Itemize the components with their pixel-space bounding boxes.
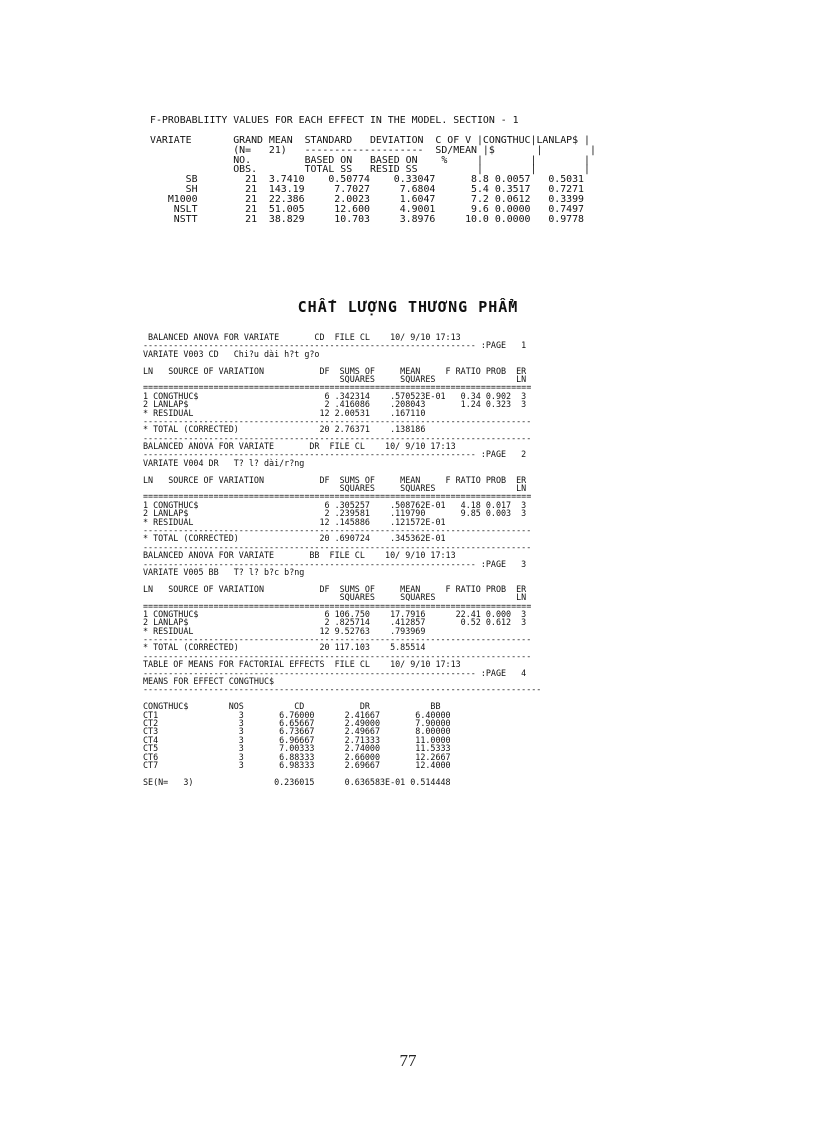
f-probability-line: NSTT 21 38.829 10.703 3.8976 10.0 0.0000 0.9778 [150, 213, 585, 225]
anova-line: CT1 3 6.76000 2.41667 6.40000 [143, 709, 451, 720]
anova-line: SE(N= 3) 0.236015 0.636583E-01 0.514448 [143, 776, 451, 787]
f-probability-line: SH 21 143.19 7.7027 7.6804 5.4 0.3517 0.7271 [150, 184, 585, 196]
anova-line: ============================================================================= [143, 382, 532, 393]
anova-line: CT2 3 6.65667 2.49000 7.90000 [143, 717, 451, 728]
anova-line: LN SOURCE OF VARIATION DF SUMS OF MEAN F RATIO PROB ER [143, 474, 527, 485]
anova-line: 2 LANLAP$ 2 .416086 .208043 1.24 0.323 3 [143, 399, 527, 410]
anova-line: CT4 3 6.96667 2.71333 11.0000 [143, 734, 451, 745]
anova-line: LN SOURCE OF VARIATION DF SUMS OF MEAN F RATIO PROB ER [143, 583, 527, 594]
anova-line: ============================================================================= [143, 491, 532, 502]
section-title: CHẤT LƯỢNG THƯƠNG PHẨM [297, 298, 519, 316]
f-probability-line: NO. BASED ON BASED ON % | | | [150, 154, 590, 166]
anova-line: SQUARES SQUARES LN [143, 592, 527, 603]
anova-line: ----------------------------------------------------------------------------- [143, 415, 532, 426]
f-probability-line: F-PROBABLIITY VALUES FOR EACH EFFECT IN THE MODEL. SECTION - 1 [150, 115, 519, 126]
anova-line: 2 LANLAP$ 2 .825714 .412857 0.52 0.612 3 [143, 617, 527, 628]
anova-line: 1 CONGTHUC$ 6 .342314 .570523E-01 0.34 0.902 3 [143, 390, 527, 401]
anova-line: 2 LANLAP$ 2 .239581 .119790 9.85 0.003 3 [143, 508, 527, 519]
f-probability-line: VARIATE GRAND MEAN STANDARD DEVIATION C OF V |CONGTHUC|LANLAP$ | [150, 134, 590, 146]
anova-line: SQUARES SQUARES LN [143, 483, 527, 494]
f-probability-table [150, 114, 596, 223]
anova-line: SQUARES SQUARES LN [143, 373, 527, 384]
anova-line: MEANS FOR EFFECT CONGTHUC$ [143, 676, 275, 687]
f-probability-line: M1000 21 22.386 2.0023 1.6047 7.2 0.0612 0.3399 [150, 194, 585, 206]
anova-line: * RESIDUAL 12 2.00531 .167110 [143, 407, 426, 418]
anova-line: CT6 3 6.88333 2.66000 12.2667 [143, 751, 451, 762]
f-probability-line: OBS. TOTAL SS RESID SS | | | [150, 164, 590, 176]
anova-output [143, 332, 541, 785]
anova-line: ----------------------------------------------------------------------------- [143, 541, 532, 552]
anova-line: TABLE OF MEANS FOR FACTORIAL EFFECTS FILE CL 10/ 9/10 17:13 [143, 659, 461, 670]
anova-line: ------------------------------------------------------------------ :PAGE 3 [143, 558, 527, 569]
anova-line: BALANCED ANOVA FOR VARIATE BB FILE CL 10/ 9/10 17:13 [143, 550, 456, 561]
anova-line: CT7 3 6.98333 2.69667 12.4000 [143, 759, 451, 770]
anova-line: ----------------------------------------------------------------------------- [143, 524, 532, 535]
anova-line: ----------------------------------------------------------------------------- [143, 650, 532, 661]
anova-line: ------------------------------------------------------------------ :PAGE 4 [143, 667, 527, 678]
anova-line: * TOTAL (CORRECTED) 20 .690724 .345362E-01 [143, 533, 446, 544]
anova-line: * RESIDUAL 12 9.52763 .793969 [143, 625, 426, 636]
anova-line [143, 693, 541, 701]
anova-line: ----------------------------------------------------------------------------- [143, 634, 532, 645]
anova-line: CT5 3 7.00333 2.74000 11.5333 [143, 743, 451, 754]
anova-line: ------------------------------------------------------------------ :PAGE 1 [143, 340, 527, 351]
anova-line: ----------------------------------------------------------------------------- [143, 432, 532, 443]
anova-line: VARIATE V003 CD Chi?u dài h?t g?o [143, 348, 320, 359]
anova-line: * TOTAL (CORRECTED) 20 2.76371 .138186 [143, 424, 426, 435]
anova-line: VARIATE V004 DR T? l? dài/r?ng [143, 457, 305, 468]
anova-line: 1 CONGTHUC$ 6 106.750 17.7916 22.41 0.000 3 [143, 608, 527, 619]
anova-line: 1 CONGTHUC$ 6 .305257 .508762E-01 4.18 0.017 3 [143, 499, 527, 510]
anova-line: CONGTHUC$ NOS CD DR BB [143, 701, 441, 712]
anova-line: * TOTAL (CORRECTED) 20 117.103 5.85514 [143, 642, 426, 653]
anova-line: ------------------------------------------------------------------ :PAGE 2 [143, 449, 527, 460]
anova-line: CT3 3 6.73667 2.49667 8.00000 [143, 726, 451, 737]
anova-line: LN SOURCE OF VARIATION DF SUMS OF MEAN F RATIO PROB ER [143, 365, 527, 376]
f-probability-line: SB 21 3.7410 0.50774 0.33047 8.8 0.0057 0.5031 [150, 174, 585, 186]
f-probability-line: (N= 21) -------------------- SD/MEAN |$ | | [150, 144, 596, 156]
anova-line: ------------------------------------------------------------------------------- [143, 684, 542, 695]
f-probability-line: NSLT 21 51.005 12.600 4.9001 9.6 0.0000 0.7497 [150, 204, 585, 216]
anova-line: VARIATE V005 BB T? l? b?c b?ng [143, 566, 305, 577]
anova-line: BALANCED ANOVA FOR VARIATE DR FILE CL 10/ 9/10 17:13 [143, 441, 456, 452]
anova-line: ============================================================================= [143, 600, 532, 611]
page-number: 77 [399, 1051, 417, 1070]
anova-line: * RESIDUAL 12 .145886 .121572E-01 [143, 516, 446, 527]
anova-line: BALANCED ANOVA FOR VARIATE CD FILE CL 10/ 9/10 17:13 [143, 332, 461, 342]
